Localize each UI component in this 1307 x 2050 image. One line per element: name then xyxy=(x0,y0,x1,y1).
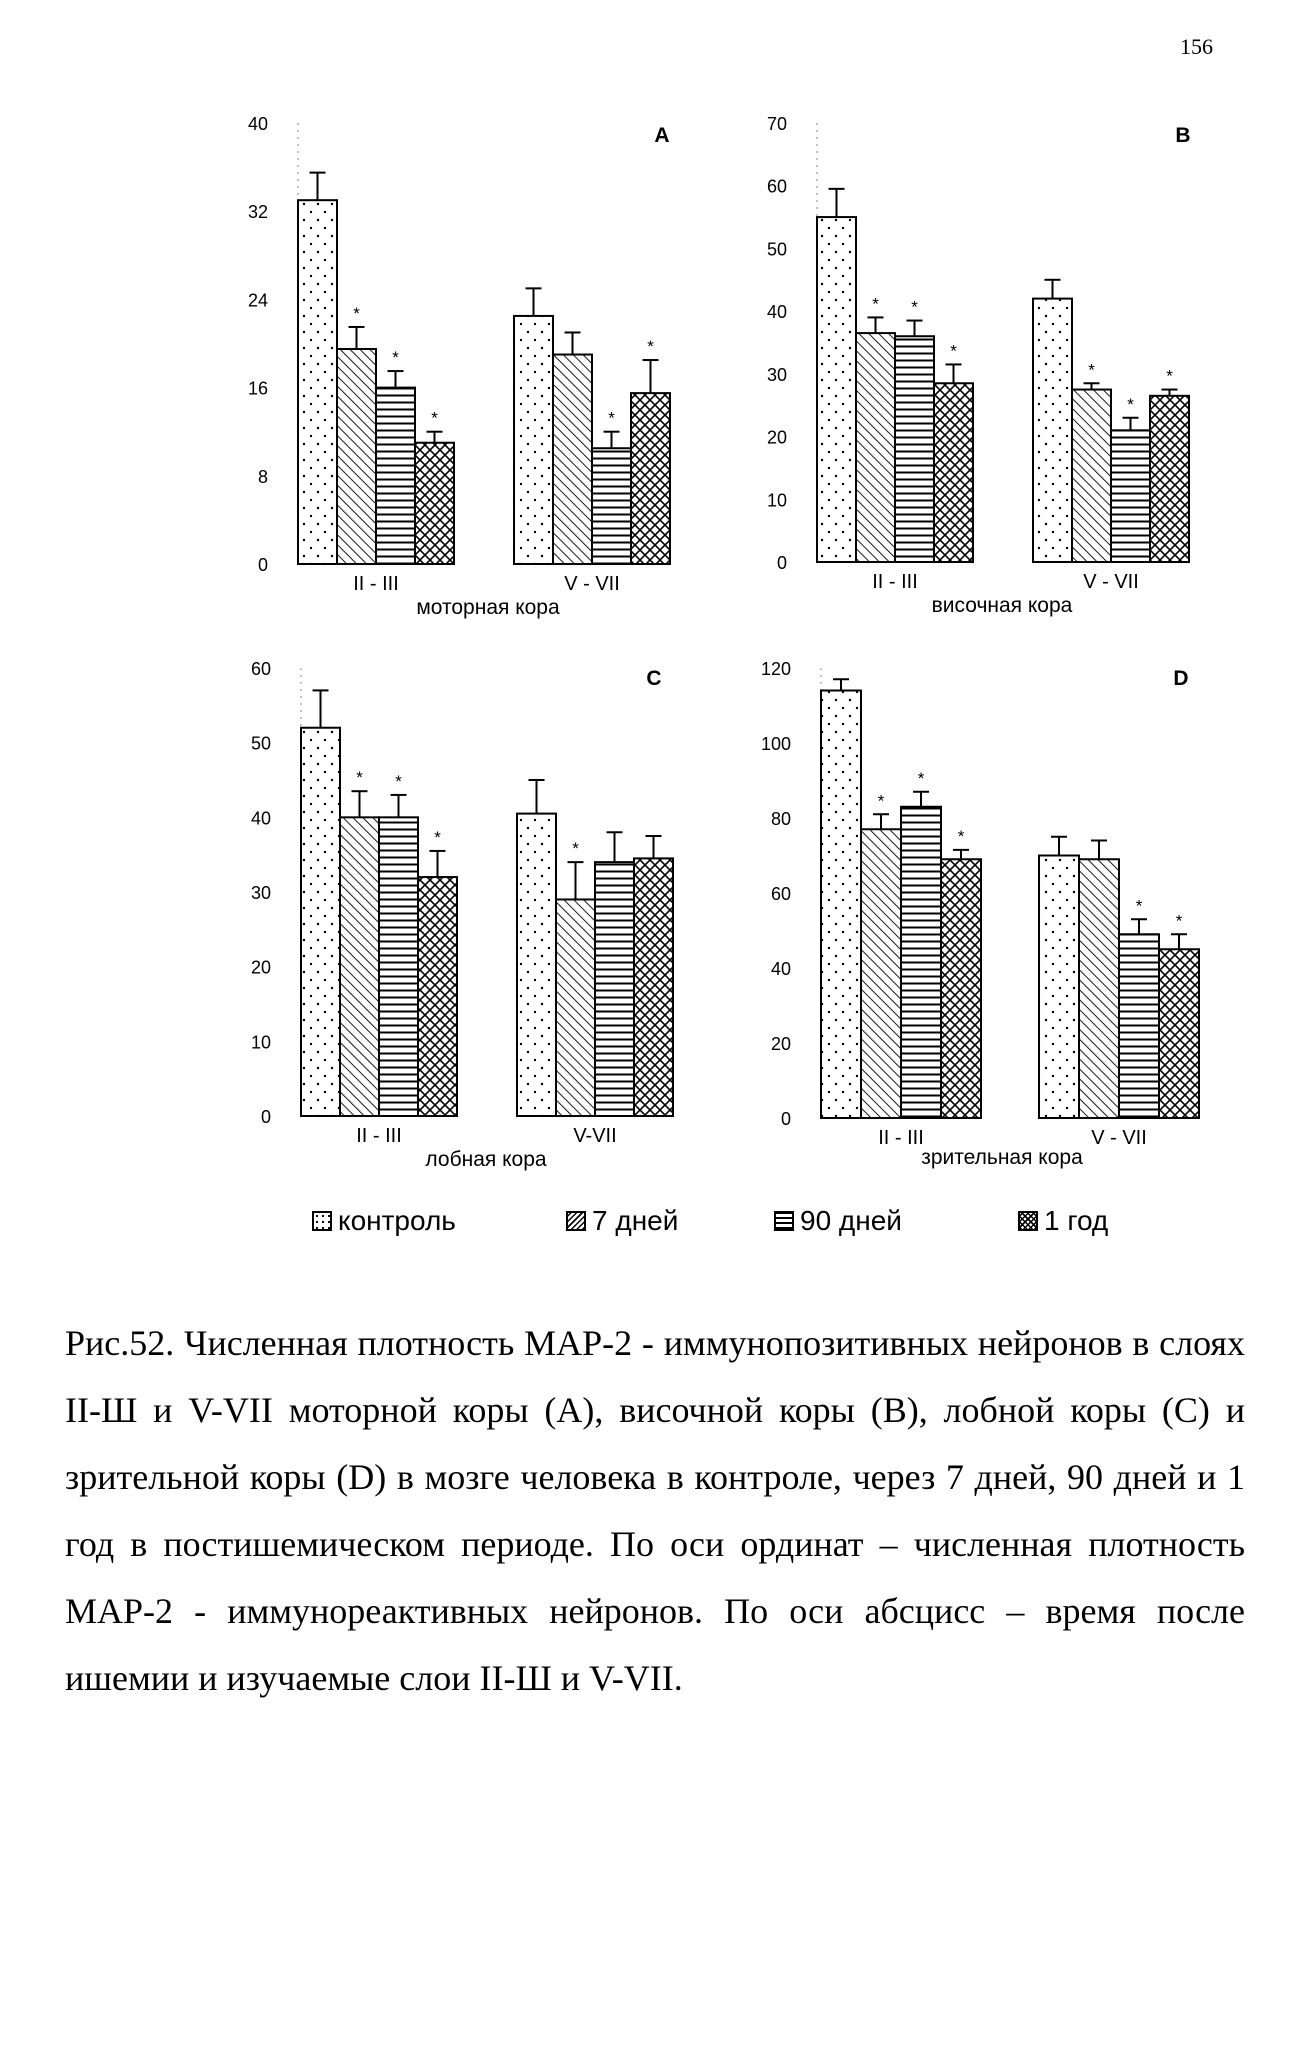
page-number: 156 xyxy=(1180,34,1213,59)
bar-7-days xyxy=(1072,390,1111,562)
figure-caption: Рис.52. Численная плотность МАР-2 - иммунопозитивных нейронов в слоях II-Ш и V-VII моторной коры (А), височной коры (В), лобной коры (С) и зрительной коры (D) в мозге человека в контроле, через 7 дней, 90 дней и 1 год в постишемическом периоде. По оси ординат – численная плотность МАР-2 - иммунореактивных нейронов. По оси абсцисс – время после ишемии и изучаемые слои II-Ш и V-VII. xyxy=(65,1323,1245,1698)
legend-item-1-year xyxy=(1018,1205,1108,1237)
significance-marker: * xyxy=(608,408,615,428)
legend-swatch-1-year xyxy=(1018,1211,1038,1231)
bar-90-days xyxy=(595,862,634,1116)
significance-marker: * xyxy=(647,337,654,357)
x-axis-label: лобная кора xyxy=(425,1148,547,1171)
significance-marker: * xyxy=(1135,896,1143,916)
significance-marker: * xyxy=(392,348,399,368)
bar-90-days xyxy=(895,336,934,562)
bar-7-days xyxy=(556,899,595,1116)
bar-control xyxy=(514,316,553,564)
significance-marker: * xyxy=(917,768,925,788)
x-category-label: V-VII xyxy=(573,1125,617,1147)
y-tick-label: 32 xyxy=(247,202,268,223)
y-tick-label: 40 xyxy=(766,302,787,323)
x-category-label: II - III xyxy=(356,1125,402,1147)
significance-marker: * xyxy=(1166,366,1173,386)
y-tick-label: 100 xyxy=(760,734,791,754)
bar-90-days xyxy=(379,817,418,1116)
chart-panel-b xyxy=(767,114,1191,617)
bar-90-days xyxy=(592,448,631,564)
bar-control xyxy=(301,728,340,1116)
x-category-label: V - VII xyxy=(564,573,620,595)
legend-label-7-days: 7 дней xyxy=(592,1205,679,1236)
y-tick-label: 20 xyxy=(770,1034,791,1054)
legend-swatch-90-days xyxy=(774,1211,794,1231)
y-tick-label: 24 xyxy=(247,290,268,311)
x-category-label: II - III xyxy=(353,573,399,595)
y-tick-label: 20 xyxy=(766,427,787,448)
bar-90-days xyxy=(1111,430,1150,562)
bar-7-days xyxy=(340,817,379,1116)
y-tick-label: 60 xyxy=(766,176,787,197)
y-tick-label: 60 xyxy=(250,659,271,679)
significance-marker: * xyxy=(950,341,957,361)
y-tick-label: 0 xyxy=(257,555,268,575)
bar-control xyxy=(817,217,856,562)
legend-item-90-days xyxy=(774,1205,902,1237)
bar-control xyxy=(1033,299,1072,562)
bar-90-days xyxy=(901,807,941,1118)
bar-7-days xyxy=(861,829,901,1118)
y-tick-label: 120 xyxy=(760,659,791,679)
bar-control xyxy=(821,691,861,1119)
y-tick-label: 40 xyxy=(770,959,791,979)
x-category-label: II - III xyxy=(878,1127,924,1149)
legend-item-control xyxy=(312,1205,456,1237)
bar-7-days xyxy=(856,333,895,562)
y-tick-label: 60 xyxy=(770,884,791,904)
y-tick-label: 30 xyxy=(766,364,787,385)
legend-swatch-control xyxy=(312,1211,332,1231)
y-tick-label: 10 xyxy=(250,1032,271,1053)
significance-marker: * xyxy=(353,303,360,323)
legend-label-1-year: 1 год xyxy=(1044,1205,1109,1236)
significance-marker: * xyxy=(395,771,402,791)
x-axis-label: зрительная кора xyxy=(921,1146,1083,1169)
bar-90-days xyxy=(1119,934,1159,1118)
significance-marker: * xyxy=(872,294,879,314)
chart-panel-d xyxy=(761,659,1199,1169)
y-tick-label: 16 xyxy=(247,378,268,399)
y-tick-label: 30 xyxy=(250,883,271,903)
bar-1-year xyxy=(1159,949,1199,1118)
y-tick-label: 8 xyxy=(257,466,268,487)
y-tick-label: 40 xyxy=(250,808,271,829)
chart-panel-a xyxy=(248,114,670,619)
significance-marker: * xyxy=(1175,911,1183,931)
legend-label-control: контроль xyxy=(338,1205,456,1236)
y-tick-label: 0 xyxy=(780,1109,791,1129)
significance-marker: * xyxy=(1127,394,1134,414)
x-axis-label: моторная кора xyxy=(416,596,560,619)
significance-marker: * xyxy=(1088,360,1095,380)
y-tick-label: 10 xyxy=(766,490,787,511)
panel-letter: B xyxy=(1175,124,1191,147)
panel-letter: D xyxy=(1173,667,1189,690)
significance-marker: * xyxy=(957,826,965,846)
legend-item-7-days xyxy=(566,1205,678,1237)
bar-1-year xyxy=(934,383,973,562)
bar-control xyxy=(517,814,556,1116)
significance-marker: * xyxy=(431,408,438,428)
y-tick-label: 0 xyxy=(776,553,787,573)
bar-7-days xyxy=(1079,859,1119,1118)
significance-marker: * xyxy=(877,791,885,811)
significance-marker: * xyxy=(356,768,363,788)
legend xyxy=(0,1205,1307,1255)
bar-control xyxy=(298,200,337,564)
panel-letter: C xyxy=(646,667,662,690)
y-tick-label: 20 xyxy=(250,957,271,978)
y-tick-label: 40 xyxy=(247,114,268,134)
bar-1-year xyxy=(631,393,670,564)
x-category-label: V - VII xyxy=(1083,571,1139,593)
legend-label-90-days: 90 дней xyxy=(800,1205,902,1236)
bar-1-year xyxy=(418,877,457,1116)
chart-panel-c xyxy=(251,659,673,1171)
bar-1-year xyxy=(1150,396,1189,562)
significance-marker: * xyxy=(572,839,579,859)
panel-letter: A xyxy=(654,124,670,147)
y-tick-label: 70 xyxy=(766,114,787,134)
significance-marker: * xyxy=(911,297,918,317)
bar-control xyxy=(1039,856,1079,1119)
bar-90-days xyxy=(376,388,415,564)
y-tick-label: 50 xyxy=(250,733,271,754)
legend-swatch-7-days xyxy=(566,1211,586,1231)
bar-1-year xyxy=(634,858,673,1116)
y-tick-label: 80 xyxy=(770,809,791,829)
y-tick-label: 50 xyxy=(766,239,787,260)
x-axis-label: височная кора xyxy=(931,594,1073,617)
bar-7-days xyxy=(337,349,376,564)
significance-marker: * xyxy=(434,827,441,847)
bar-1-year xyxy=(941,859,981,1118)
x-category-label: II - III xyxy=(872,571,918,593)
x-category-label: V - VII xyxy=(1091,1127,1147,1149)
bar-7-days xyxy=(553,355,592,564)
bar-1-year xyxy=(415,443,454,564)
y-tick-label: 0 xyxy=(260,1107,271,1127)
